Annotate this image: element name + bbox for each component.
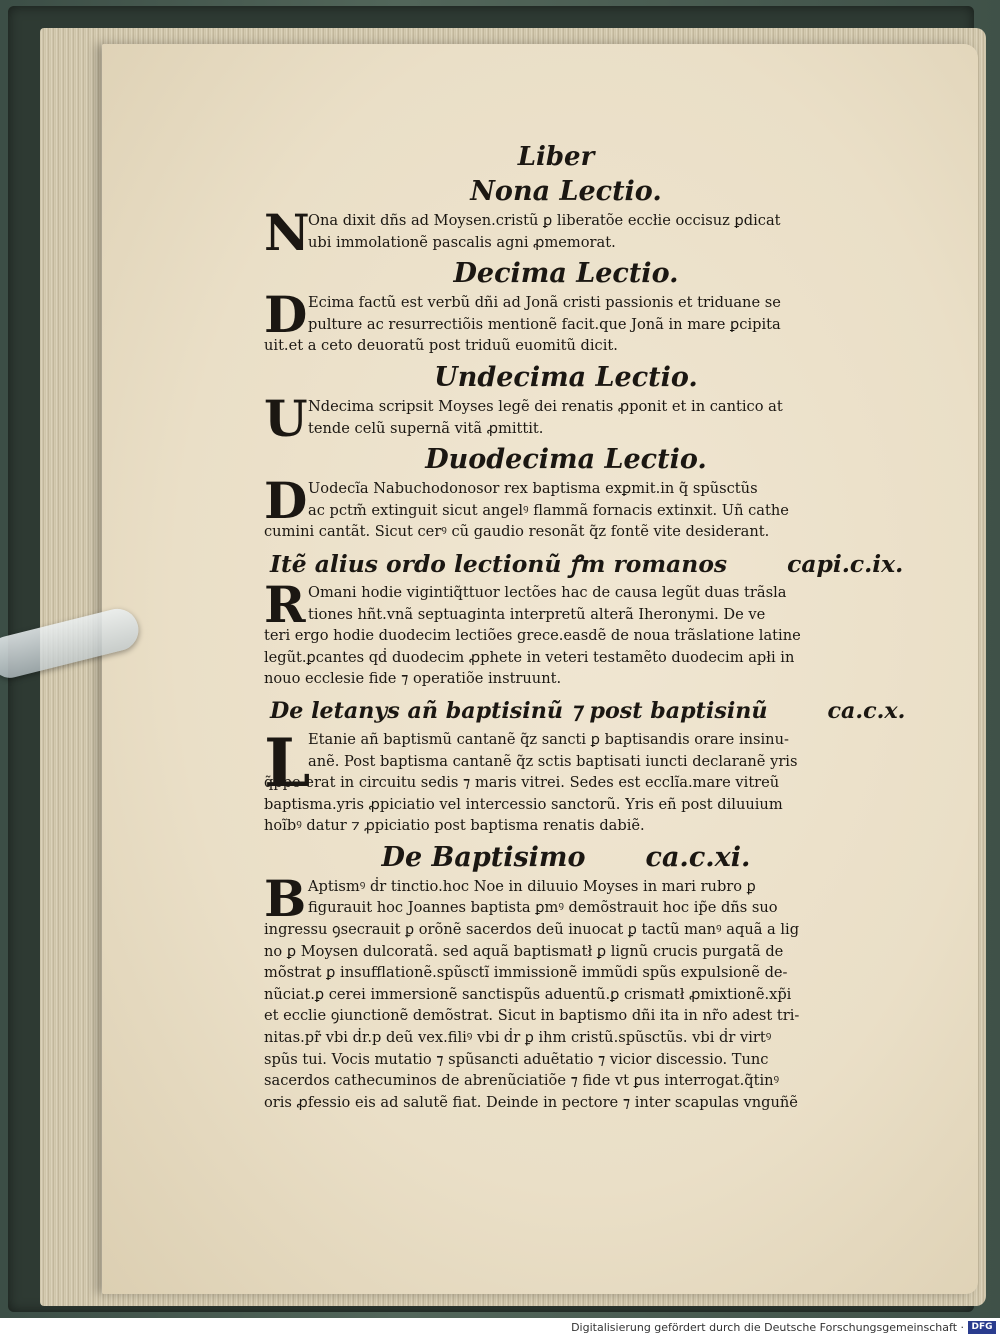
text-line: nouo ecclesie fide ⁊ operatiõe instruunt. [264, 670, 562, 688]
initial-letter: D [264, 471, 308, 531]
section-paragraph [264, 388, 908, 448]
running-head: Liber [517, 142, 595, 172]
text-line: legũt.ꝑcantes qḋ duodecim ꝓphete in veteri testamẽto duodecim apłi in [264, 648, 795, 666]
text-line: Ona dixit dñs ad Moysen.cristũ ꝑ liberatõe eccłie occisuz ꝑdicat [308, 212, 781, 229]
text-line: spũs tui. Vocis mutatio ⁊ spũsancti aduẽtatio ⁊ vicior discessio. Tunc [264, 1050, 769, 1068]
section-paragraph [264, 723, 908, 837]
heading-text: De Baptisimo [381, 841, 586, 873]
heading-text: Nona Lectio. [470, 176, 662, 207]
text-line: Ecima factũ est verbũ dñi ad Jonã cristi passionis et triduane se [308, 294, 781, 312]
text-line: ingressu ꝯsecrauit ꝑ orõnẽ sacerdos deũ inuocat ꝑ tactũ manꝰ aquã a lig [264, 921, 800, 939]
heading-text: Itẽ alius ordo lectionũ ꝭm romanos [270, 549, 728, 578]
text-line: mõstrat ꝑ insufflationẽ.spũsctĩ immissionẽ immũdi spũs expulsionẽ de- [264, 964, 788, 982]
section-heading [224, 174, 908, 210]
text-line: uit.et a ceto deuoratũ post triduũ euomitũ dicit. [264, 337, 618, 355]
section-heading [224, 360, 908, 396]
dfg-logo-icon: DFG [968, 1321, 996, 1334]
text-line: anẽ. Post baptisma cantanẽ q̃z sctis baptisati iuncti declaranẽ yris [308, 752, 798, 770]
text-line: ubi immolationẽ pascalis agni ꝓmemorat. [308, 233, 616, 251]
initial-letter: N [264, 203, 310, 262]
section-paragraph [264, 203, 908, 262]
chapter-number: capi.c.ix. [787, 549, 904, 578]
section-heading [224, 256, 908, 292]
heading-text: Undecima Lectio. [434, 361, 698, 393]
initial-letter: L [264, 723, 311, 802]
footer-bar [0, 1318, 1000, 1337]
text-line: sacerdos cathecuminos de abrenũciatiõe ⁊ fide vt ꝑus interrogat.q̃tinꝰ [264, 1072, 780, 1090]
section-heading [270, 546, 908, 582]
heading-text: De letanys añ baptisinũ ⁊ post baptisinũ [270, 697, 768, 724]
section-paragraph [264, 471, 908, 543]
section-heading [224, 442, 908, 478]
initial-letter: B [264, 868, 307, 928]
funding-credit: Digitalisierung gefördert durch die Deutsche Forschungsgemeinschaft · [571, 1321, 964, 1334]
text-line: q̃ppe erat in circuitu sedis ⁊ maris vitrei. Sedes est ecclĩa.mare vitreũ [264, 774, 780, 792]
chapter-number: ca.c.xi. [645, 841, 751, 873]
text-line: figurauit hoc Joannes baptista ꝑmꝰ demõstrauit hoc ip̃e dñs suo [308, 899, 778, 917]
heading-text: Decima Lectio. [453, 258, 679, 290]
text-line: ac pctm̃ extinguit sicut angelꝰ flammã fornacis extinxit. Uñ cathe [308, 501, 789, 519]
section-paragraph [264, 285, 908, 357]
text-line: nitas.pr̃ vbi ḋr.p deũ vex.filiꝰ vbi ḋr ꝑ ihm cristũ.spũsctũs. vbi ḋr virtꝰ [264, 1029, 772, 1047]
text-block [264, 140, 908, 1116]
text-line: Aptismꝰ ḋr tinctio.hoc Noe in diluuio Moyses in mari rubro ꝑ [308, 877, 756, 895]
initial-letter: R [264, 574, 306, 634]
text-line: pulture ac resurrectiõis mentionẽ facit.que Jonã in mare ꝑcipita [308, 315, 781, 333]
text-line: hoĩbꝰ datur ⁊ ꝓpiciatio post baptisma renatis dabiẽ. [264, 817, 645, 835]
text-line: et ecclie ꝯiunctionẽ demõstrat. Sicut in baptismo dñi ita in nr̃o adest tri- [264, 1007, 800, 1025]
section-heading [270, 693, 908, 729]
text-line: tiones hñt.vnã septuaginta interpretũ alterã Iheronymi. De ve [308, 605, 766, 623]
text-line: nũciat.ꝑ cerei immersionẽ sanctispũs aduentũ.ꝑ crismatł ꝓmixtionẽ.xp̃i [264, 985, 792, 1003]
text-line: Ndecima scripsit Moyses legẽ dei renatis ꝓponit et in cantico at [308, 397, 783, 415]
initial-letter: U [264, 388, 308, 448]
initial-letter: D [264, 285, 308, 345]
section-paragraph [264, 574, 908, 690]
section-paragraph [264, 868, 908, 1114]
text-line: no ꝑ Moysen dulcoratã. sed aquã baptismatł ꝑ lignũ crucis purgatã de [264, 942, 784, 960]
text-line: Etanie añ baptismũ cantanẽ q̃z sancti ꝑ baptisandis orare insinu- [308, 730, 789, 748]
text-line: Uodecĩa Nabuchodonosor rex baptisma exꝑmit.in q̃ spũsctũs [308, 480, 758, 498]
text-line: tende celũ supernã vitã ꝓmittit. [308, 419, 544, 437]
text-line: Omani hodie vigintiq̃ttuor lectões hac de causa legũt duas trãsla [308, 583, 787, 601]
text-line: cumini cantãt. Sicut cerꝰ cũ gaudio resonãt q̃z fontẽ vite desiderant. [264, 523, 770, 541]
text-line: baptisma.yris ꝓpiciatio vel intercessio sanctorũ. Yris eñ post diluuium [264, 795, 783, 813]
text-line: oris ꝓfessio eis ad salutẽ fiat. Deinde in pectore ⁊ inter scapulas vnguñẽ [264, 1093, 798, 1111]
text-line: teri ergo hodie duodecim lectiões grece.easdẽ de noua trãslatione latine [264, 627, 801, 645]
section-heading [224, 840, 908, 876]
heading-text: Duodecima Lectio. [425, 444, 707, 476]
chapter-number: ca.c.x. [827, 697, 906, 724]
